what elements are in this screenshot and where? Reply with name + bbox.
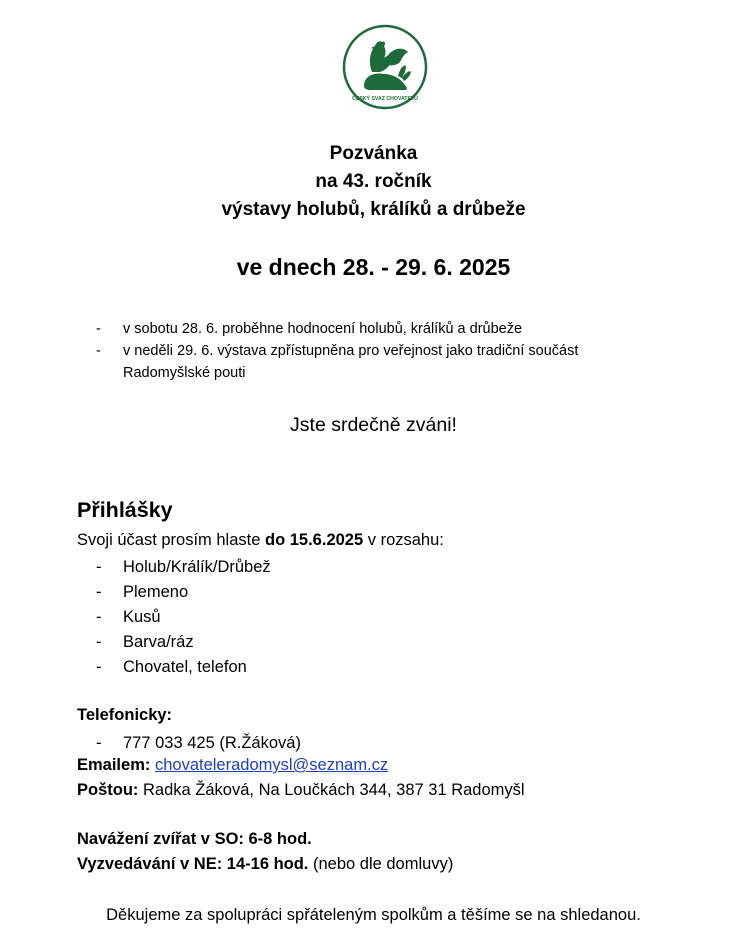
list-item — [96, 362, 578, 384]
list-item — [96, 340, 578, 362]
title-line-3: výstavy holubů, králíků a drůbeže — [221, 199, 526, 220]
list-item: - Holub/Králík/Drůbež — [96, 558, 271, 576]
list-item: - Chovatel, telefon — [96, 658, 247, 676]
schedule-list — [96, 318, 578, 384]
phone-number: 777 033 425 (R.Žáková) — [123, 734, 301, 752]
schedule-saturday: v sobotu 28. 6. proběhne hodnocení holubů, králíků a drůbeže — [123, 321, 523, 337]
email-line — [77, 756, 388, 775]
post-label: Poštou: — [77, 781, 139, 799]
chovatele-logo — [342, 24, 428, 110]
event-dates: ve dnech 28. - 29. 6. 2025 — [236, 254, 511, 280]
thanks-text: Děkujeme za spolupráci spřáteleným spolkům a těšíme se na shledanou. — [106, 906, 641, 924]
title-line-1: Pozvánka — [329, 143, 418, 164]
phone-label: Telefonicky: — [77, 706, 173, 724]
logo-text: ČESKÝ SVAZ CHOVATELŮ — [352, 96, 418, 102]
welcome-text: Jste srdečně zváni! — [290, 414, 457, 436]
post-address: Radka Žáková, Na Loučkách 344, 387 31 Radomyšl — [143, 781, 525, 799]
dash-marker: - — [96, 343, 101, 359]
email-label: Emailem: — [77, 756, 151, 774]
registration-items — [96, 555, 271, 680]
list-item: - Kusů — [96, 608, 161, 626]
pigeon-icon — [386, 49, 408, 66]
schedule-sunday-cont: Radomyšlské pouti — [123, 365, 246, 381]
title-line-2: na 43. ročník — [315, 171, 432, 192]
pickup-time: Vyzvedávání v NE: 14-16 hod. — [77, 855, 309, 873]
registration-heading: Přihlášky — [77, 498, 173, 522]
email-link[interactable]: chovateleradomysl@seznam.cz — [154, 756, 389, 774]
list-item: - Plemeno — [96, 583, 189, 601]
deadline: do 15.6.2025 — [265, 531, 364, 549]
phone-list — [96, 731, 301, 756]
pickup-line: Vyzvedávání v NE: 14-16 hod. (nebo dle domluvy) — [77, 855, 454, 873]
registration-intro: Svoji účast prosím hlaste do 15.6.2025 v rozsahu: — [77, 531, 444, 549]
list-item: - 777 033 425 (R.Žáková) — [96, 731, 301, 756]
invitation-title — [0, 140, 747, 224]
schedule-sunday: v neděli 29. 6. výstava zpřístupněna pro veřejnost jako tradiční součást — [123, 343, 579, 359]
list-item — [96, 318, 578, 340]
post-line — [77, 781, 525, 800]
list-item: - Barva/ráz — [96, 633, 194, 651]
dash-marker: - — [96, 321, 101, 337]
delivery-time: Navážení zvířat v SO: 6-8 hod. — [77, 830, 312, 848]
